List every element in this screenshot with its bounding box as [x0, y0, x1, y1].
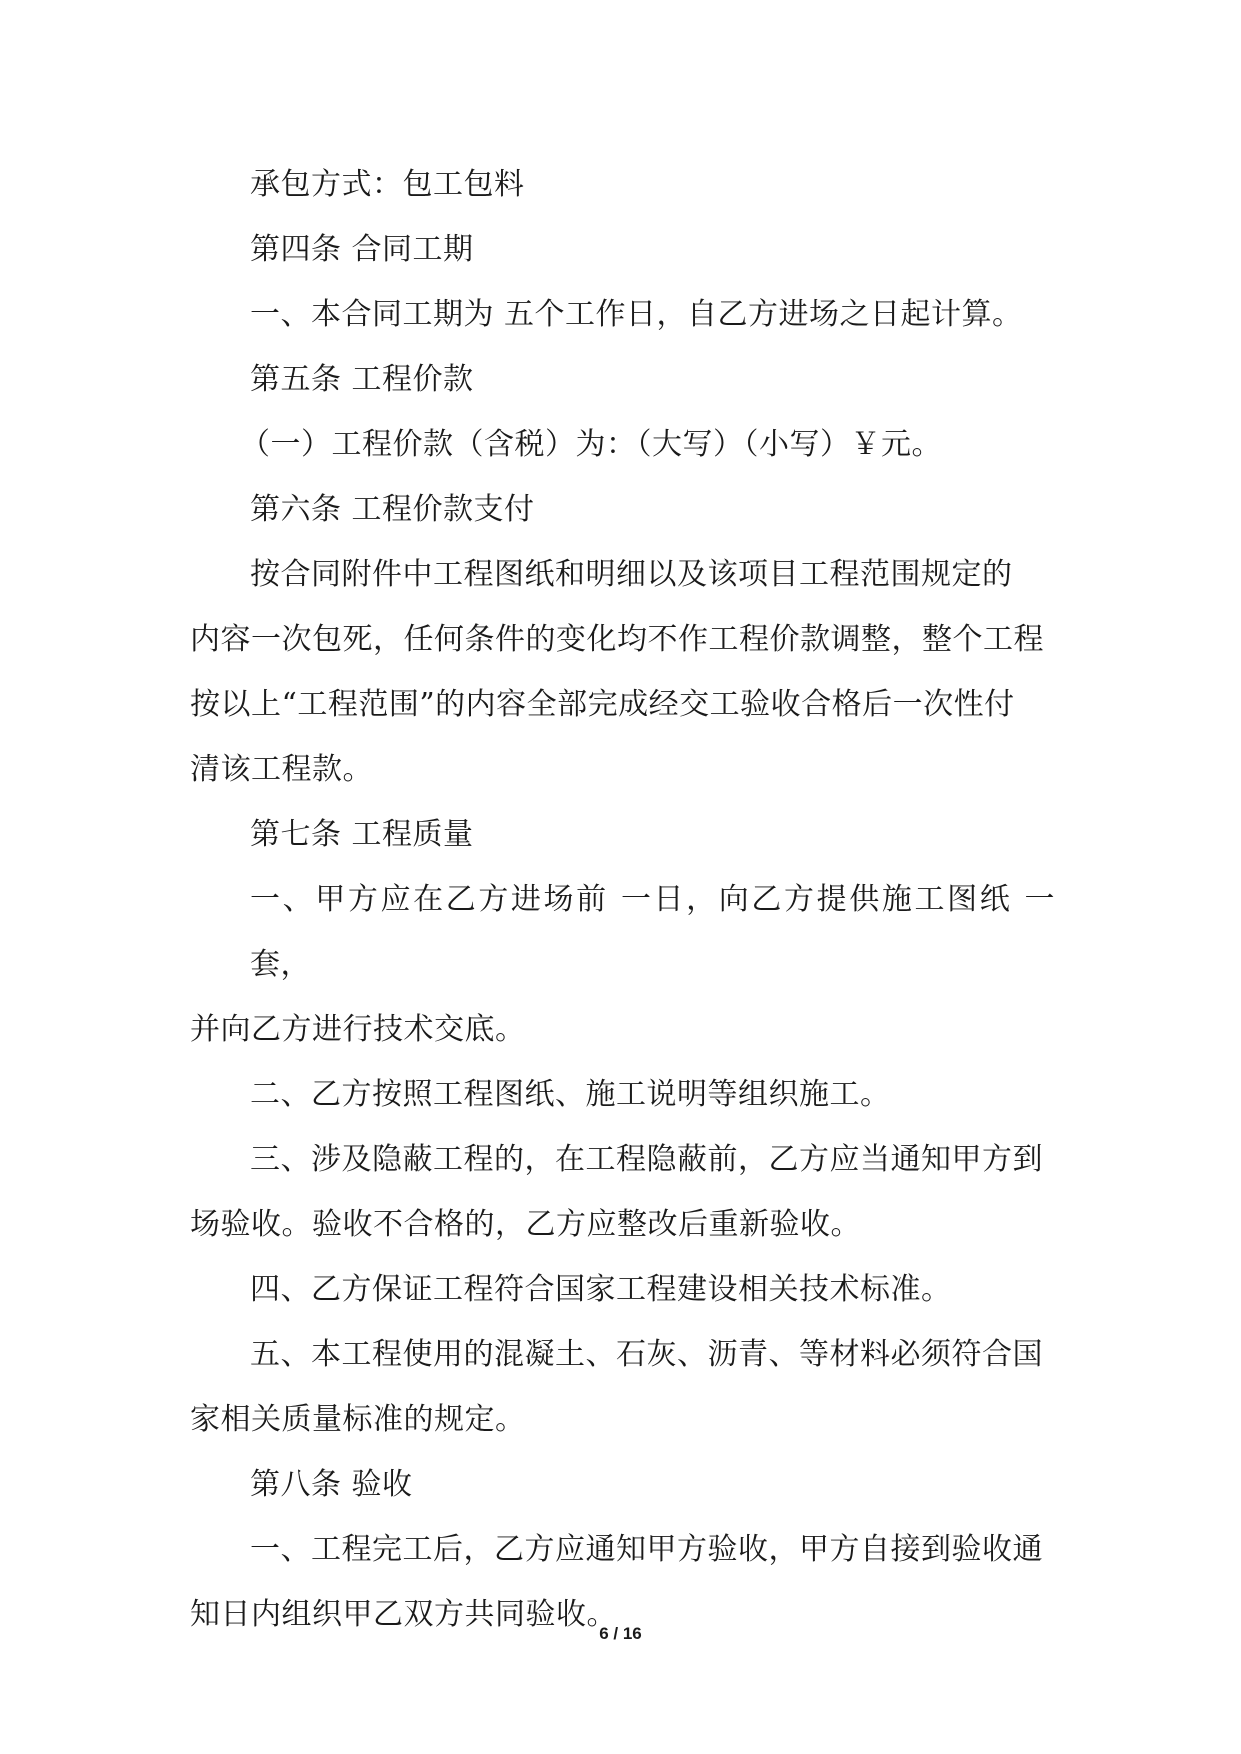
text-line: 第四条 合同工期 [250, 232, 474, 267]
text-line: 三、涉及隐蔽工程的，在工程隐蔽前，乙方应当通知甲方到 [250, 1142, 1043, 1177]
text-line: 按以上“工程范围”的内容全部完成经交工验收合格后一次性付 [190, 687, 1015, 722]
heading-article-7 [190, 802, 1055, 867]
text-line: 第八条 验收 [250, 1467, 413, 1502]
text-line: 二、乙方按照工程图纸、施工说明等组织施工。 [250, 1077, 891, 1112]
text-line: 内容一次包死，任何条件的变化均不作工程价款调整，整个工程 [190, 622, 1044, 657]
paragraph-article-7-item-1 [190, 867, 1055, 1062]
heading-article-4 [190, 217, 1055, 282]
page-number: 6 / 16 [599, 1624, 642, 1643]
text-line: 一、工程完工后，乙方应通知甲方验收，甲方自接到验收通 [250, 1532, 1043, 1567]
paragraph-article-7-item-5 [190, 1322, 1055, 1452]
heading-article-5 [190, 347, 1055, 412]
text-line: 场验收。验收不合格的，乙方应整改后重新验收。 [190, 1207, 861, 1242]
text-line: 五、本工程使用的混凝土、石灰、沥青、等材料必须符合国 [250, 1337, 1043, 1372]
text-line: 四、乙方保证工程符合国家工程建设相关技术标准。 [250, 1272, 952, 1307]
text-line: 按合同附件中工程图纸和明细以及该项目工程范围规定的 [250, 557, 1013, 592]
paragraph-article-5-price [190, 412, 1055, 477]
paragraph-article-6-payment [190, 542, 1055, 802]
text-line: 第六条 工程价款支付 [250, 492, 535, 527]
text-line: 第七条 工程质量 [250, 817, 474, 852]
text-line: 知日内组织甲乙双方共同验收。 [190, 1597, 617, 1632]
text-line: 并向乙方进行技术交底。 [190, 1012, 526, 1047]
text-line: 一、甲方应在乙方进场前 一日，向乙方提供施工图纸 一 套， [250, 882, 1055, 982]
paragraph-article-4-term [190, 282, 1055, 347]
text-line: 第五条 工程价款 [250, 362, 474, 397]
text-line: （一）工程价款（含税）为：（大写）（小写）￥元。 [240, 427, 942, 462]
text-line: 清该工程款。 [190, 752, 373, 787]
paragraph-article-7-item-3 [190, 1127, 1055, 1257]
document-body [190, 152, 1055, 1647]
heading-article-8 [190, 1452, 1055, 1517]
text-line: 一、本合同工期为 五个工作日，自乙方进场之日起计算。 [250, 297, 1023, 332]
text-line: 承包方式：包工包料 [250, 167, 525, 202]
text-line: 家相关质量标准的规定。 [190, 1402, 526, 1437]
paragraph-contract-method [190, 152, 1055, 217]
heading-article-6 [190, 477, 1055, 542]
paragraph-article-7-item-2 [190, 1062, 1055, 1127]
paragraph-article-7-item-4 [190, 1257, 1055, 1322]
